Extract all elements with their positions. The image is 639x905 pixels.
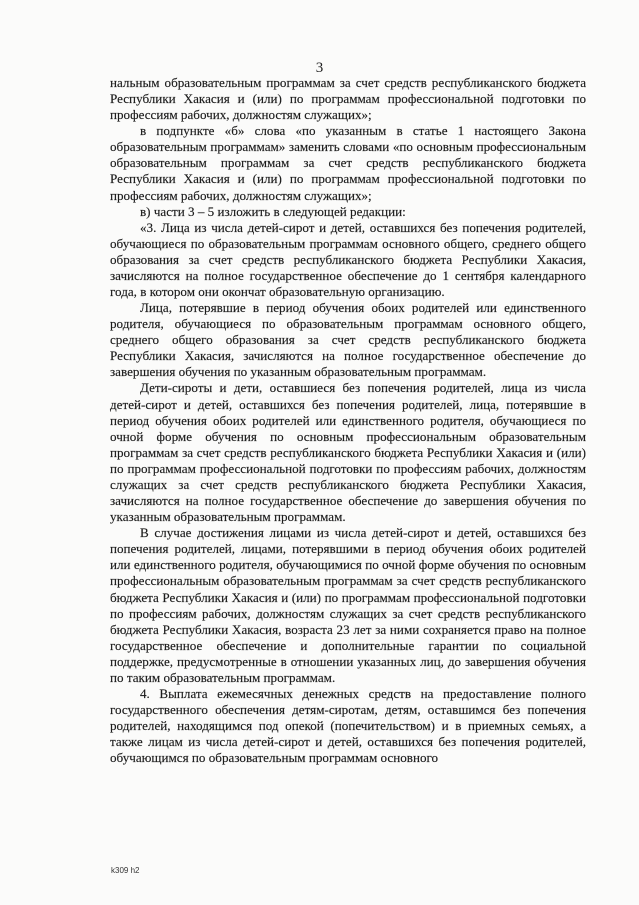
paragraph-4: «3. Лица из числа детей-сирот и детей, оставшихся без попечения родителей, обучающиеся по образовательным программам основного общего, среднего общего образования за счет средств республиканского бюджета Республики Хакасия, зачисляются на полное государственное обеспечение до 1 сентября календарного года, в котором они окончат образовательную организацию. [110,219,586,300]
document-body [110,75,586,766]
paragraph-1: нальным образовательным программам за счет средств республиканского бюджета Республики Хакасия и (или) по программам профессиональной подготовки по профессиям рабочих, должностям служащих»; [110,75,586,123]
paragraph-7: В случае достижения лицами из числа детей-сирот и детей, оставшихся без попечения родителей, лицами, потерявшими в период обучения обоих родителей или единственного родителя, обучающимися по очной форме обучения по основным профессиональным образовательным программам за счет средств республиканского бюджета Республики Хакасия и (или) по программам профессиональной подготовки по профессиям рабочих, должностям служащих за счет средств республиканского бюджета Республики Хакасия, возраста 23 лет за ними сохраняется право на полное государственное обеспечение и дополнительные гарантии по социальной поддержке, предусмотренные в отношении указанных лиц, до завершения обучения по таким образовательным программам. [110,525,586,685]
footer-code: k309 h2 [111,866,140,875]
paragraph-6: Дети-сироты и дети, оставшиеся без попечения родителей, лица из числа детей-сирот и детей, оставшихся без попечения родителей, лица, потерявшие в период обучения обоих родителей или единственного родителя, обучающиеся по очной форме обучения по основным профессиональным образовательным программам за счет средств республиканского бюджета Республики Хакасия и (или) по программам профессиональной подготовки по профессиям рабочих, должностям служащих за счет средств республиканского бюджета Республики Хакасия, зачисляются на полное государственное обеспечение до завершения обучения по указанным образовательным программам. [110,380,586,525]
paragraph-2: в подпункте «б» слова «по указанным в статье 1 настоящего Закона образовательным программам» заменить словами «по основным профессиональным образовательным программам за счет средств республиканского бюджета Республики Хакасия и (или) по программам профессиональной подготовки по профессиям рабочих, должностям служащих»; [110,123,586,203]
paragraph-8: 4. Выплата ежемесячных денежных средств на предоставление полного государственного обеспечения детям-сиротам, детям, оставшимся без попечения родителей, находящимся под опекой (попечительством) и в приемных семьях, а также лицам из числа детей-сирот и детей, оставшихся без попечения родителей, обучающимся по образовательным программам основного [110,685,586,766]
page-number: 3 [315,60,324,76]
paragraph-3: в) части 3 – 5 изложить в следующей редакции: [140,203,406,219]
paragraph-5: Лица, потерявшие в период обучения обоих родителей или единственного родителя, обучающиеся по образовательным программам основного общего, среднего общего образования за счет средств республиканского бюджета Республики Хакасия, зачисляются на полное государственное обеспечение до завершения обучения по указанным образовательным программам. [110,300,586,380]
